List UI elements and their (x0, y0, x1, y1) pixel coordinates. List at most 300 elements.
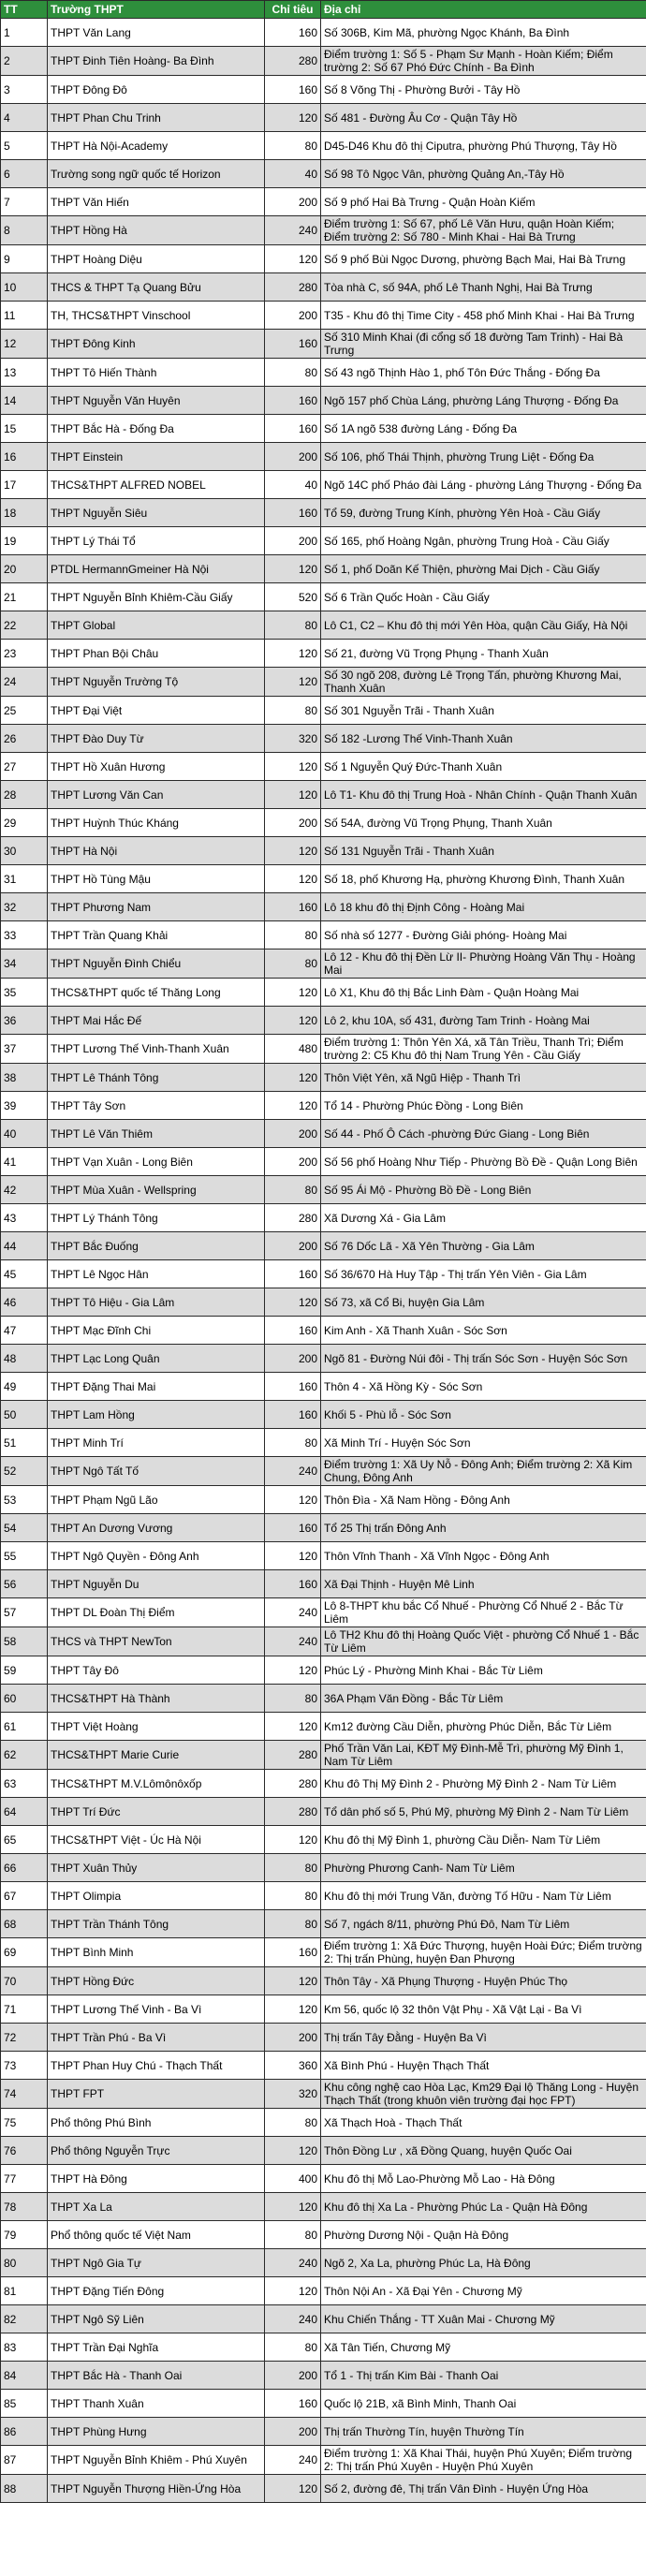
school-name: THPT Lương Văn Can (48, 781, 265, 809)
quota-value: 200 (265, 188, 321, 216)
table-row (1, 1685, 646, 1713)
school-name: THPT Trần Đại Nghĩa (48, 2333, 265, 2362)
header-tt: TT (1, 1, 48, 19)
school-name: THPT Lê Ngọc Hân (48, 1260, 265, 1288)
row-number: 13 (1, 359, 48, 387)
table-row (1, 2475, 646, 2503)
quota-value: 160 (265, 76, 321, 104)
quota-value: 80 (265, 359, 321, 387)
quota-value: 160 (265, 893, 321, 921)
row-number: 33 (1, 921, 48, 949)
school-address: Điểm trường 1: Số 67, phố Lê Văn Hưu, quận Hoàn Kiếm; Điểm trường 2: Số 780 - Minh Khai - Hai Bà Trưng (321, 216, 646, 245)
quota-value: 80 (265, 1910, 321, 1938)
table-row (1, 979, 646, 1007)
table-row (1, 809, 646, 837)
school-name: THPT Đặng Thai Mai (48, 1373, 265, 1401)
row-number: 44 (1, 1232, 48, 1260)
school-address: Ngõ 157 phố Chùa Láng, phường Láng Thượng - Đống Đa (321, 387, 646, 415)
school-address: Số 8 Võng Thị - Phường Bưởi - Tây Hồ (321, 76, 646, 104)
table-row (1, 1514, 646, 1542)
school-name: THPT Ngô Quyền - Đông Anh (48, 1542, 265, 1570)
school-name: THPT Đặng Tiến Đông (48, 2277, 265, 2305)
school-address: Phường Phương Canh- Nam Từ Liêm (321, 1854, 646, 1882)
table-row (1, 302, 646, 330)
quota-value: 120 (265, 1092, 321, 1120)
quota-value: 240 (265, 1627, 321, 1656)
school-address: Số 73, xã Cổ Bi, huyện Gia Lâm (321, 1288, 646, 1317)
table-row (1, 2165, 646, 2193)
school-address: Điểm trường 1: Số 5 - Phạm Sư Mạnh - Hoàn Kiếm; Điểm trường 2: Số 67 Phó Đức Chính - Ba Đình (321, 47, 646, 76)
table-row (1, 1770, 646, 1798)
school-name: Phổ thông Phú Bình (48, 2109, 265, 2137)
school-address: Khối 5 - Phù lỗ - Sóc Sơn (321, 1401, 646, 1429)
school-address: Thôn Việt Yên, xã Ngũ Hiệp - Thanh Trì (321, 1064, 646, 1092)
school-name: THPT Hà Nội-Academy (48, 132, 265, 160)
row-number: 3 (1, 76, 48, 104)
quota-value: 200 (265, 2024, 321, 2052)
quota-value: 320 (265, 725, 321, 753)
row-number: 5 (1, 132, 48, 160)
school-name: THPT Ngô Sỹ Liên (48, 2305, 265, 2333)
quota-value: 80 (265, 132, 321, 160)
school-name: TH, THCS&THPT Vinschool (48, 302, 265, 330)
table-body (1, 19, 646, 2503)
school-address: Số 30 ngõ 208, đường Lê Trọng Tấn, phường Khương Mai, Thanh Xuân (321, 668, 646, 697)
row-number: 87 (1, 2446, 48, 2475)
row-number: 18 (1, 499, 48, 527)
table-row (1, 2390, 646, 2418)
table-row (1, 471, 646, 499)
table-row (1, 2333, 646, 2362)
table-row (1, 1713, 646, 1741)
row-number: 88 (1, 2475, 48, 2503)
quota-value: 200 (265, 1120, 321, 1148)
table-row (1, 1373, 646, 1401)
table-row (1, 1204, 646, 1232)
quota-value: 120 (265, 1656, 321, 1685)
quota-value: 280 (265, 273, 321, 302)
school-address: Số 182 -Lương Thế Vinh-Thanh Xuân (321, 725, 646, 753)
quota-value: 160 (265, 1938, 321, 1967)
row-number: 75 (1, 2109, 48, 2137)
school-address: Điểm trường 1: Thôn Yên Xá, xã Tân Triều, Thanh Trì; Điểm trường 2: C5 Khu đô thị Nam Trung Yên - Cầu Giấy (321, 1035, 646, 1064)
table-row (1, 753, 646, 781)
table-row (1, 19, 646, 47)
row-number: 83 (1, 2333, 48, 2362)
row-number: 70 (1, 1967, 48, 1995)
school-name: THPT Tô Hiệu - Gia Lâm (48, 1288, 265, 1317)
header-school-name: Trường THPT (48, 1, 265, 19)
quota-value: 200 (265, 1345, 321, 1373)
school-address: Khu đô thị Mỗ Lao-Phường Mỗ Lao - Hà Đông (321, 2165, 646, 2193)
quota-value: 280 (265, 1770, 321, 1798)
row-number: 81 (1, 2277, 48, 2305)
table-row (1, 443, 646, 471)
school-name: THCS&THPT Marie Curie (48, 1741, 265, 1770)
school-name: THCS&THPT quốc tế Thăng Long (48, 979, 265, 1007)
school-address: Thôn Tây - Xã Phụng Thượng - Huyện Phúc Thọ (321, 1967, 646, 1995)
quota-value: 200 (265, 1232, 321, 1260)
school-name: THPT Vạn Xuân - Long Biên (48, 1148, 265, 1176)
row-number: 47 (1, 1317, 48, 1345)
school-name: THPT Nguyễn Trường Tộ (48, 668, 265, 697)
quota-value: 280 (265, 1798, 321, 1826)
school-name: THPT FPT (48, 2080, 265, 2109)
school-address: Số 95 Ái Mộ - Phường Bồ Đề - Long Biên (321, 1176, 646, 1204)
quota-value: 160 (265, 1260, 321, 1288)
row-number: 20 (1, 555, 48, 583)
school-name: THCS&THPT ALFRED NOBEL (48, 471, 265, 499)
table-row (1, 1092, 646, 1120)
school-name: THPT Bình Minh (48, 1938, 265, 1967)
school-address: Số 306B, Kim Mã, phường Ngọc Khánh, Ba Đình (321, 19, 646, 47)
quota-value: 80 (265, 949, 321, 979)
row-number: 51 (1, 1429, 48, 1457)
school-name: THPT Đông Kinh (48, 330, 265, 359)
quota-value: 160 (265, 330, 321, 359)
row-number: 82 (1, 2305, 48, 2333)
school-address: Số 106, phố Thái Thịnh, phường Trung Liệt - Đống Đa (321, 443, 646, 471)
table-row (1, 668, 646, 697)
header-row (1, 1, 646, 19)
school-name: THPT Phương Nam (48, 893, 265, 921)
school-address: Thôn Đồng Lư , xã Đồng Quang, huyện Quốc Oai (321, 2137, 646, 2165)
table-row (1, 583, 646, 611)
table-row (1, 1120, 646, 1148)
row-number: 17 (1, 471, 48, 499)
table-row (1, 725, 646, 753)
school-address: Số 310 Minh Khai (đi cổng số 18 đường Tam Trinh) - Hai Bà Trưng (321, 330, 646, 359)
quota-value: 120 (265, 781, 321, 809)
quota-value: 120 (265, 245, 321, 273)
table-row (1, 1035, 646, 1064)
school-name: THPT Lương Thế Vinh - Ba Vì (48, 1995, 265, 2024)
quota-value: 120 (265, 640, 321, 668)
school-address: Xã Bình Phú - Huyện Thạch Thất (321, 2052, 646, 2080)
row-number: 45 (1, 1260, 48, 1288)
school-address: T35 - Khu đô thị Time City - 458 phố Minh Khai - Hai Bà Trưng (321, 302, 646, 330)
row-number: 58 (1, 1627, 48, 1656)
school-address: Số 76 Dốc Lã - Xã Yên Thường - Gia Lâm (321, 1232, 646, 1260)
quota-value: 200 (265, 809, 321, 837)
row-number: 7 (1, 188, 48, 216)
quota-value: 80 (265, 697, 321, 725)
school-address: Phường Dương Nội - Quận Hà Đông (321, 2221, 646, 2249)
quota-value: 80 (265, 1882, 321, 1910)
table-row (1, 2024, 646, 2052)
school-address: Lô TH2 Khu đô thị Hoàng Quốc Việt - phường Cổ Nhuế 1 - Bắc Từ Liêm (321, 1627, 646, 1656)
row-number: 37 (1, 1035, 48, 1064)
school-name: PTDL HermannGmeiner Hà Nội (48, 555, 265, 583)
table-row (1, 1542, 646, 1570)
table-row (1, 245, 646, 273)
table-row (1, 1910, 646, 1938)
school-name: THPT Lê Văn Thiêm (48, 1120, 265, 1148)
row-number: 19 (1, 527, 48, 555)
quota-value: 280 (265, 1204, 321, 1232)
school-address: Lô X1, Khu đô thị Bắc Linh Đàm - Quận Hoàng Mai (321, 979, 646, 1007)
table-row (1, 160, 646, 188)
row-number: 57 (1, 1598, 48, 1627)
row-number: 40 (1, 1120, 48, 1148)
school-address: Số 301 Nguyễn Trãi - Thanh Xuân (321, 697, 646, 725)
row-number: 86 (1, 2418, 48, 2446)
quota-value: 120 (265, 668, 321, 697)
table-row (1, 1429, 646, 1457)
quota-value: 200 (265, 527, 321, 555)
school-name: THPT Văn Lang (48, 19, 265, 47)
table-row (1, 1826, 646, 1854)
table-row (1, 1995, 646, 2024)
school-address: Xã Tân Tiến, Chương Mỹ (321, 2333, 646, 2362)
school-address: Tổ dân phố số 5, Phú Mỹ, phường Mỹ Đình 2 - Nam Từ Liêm (321, 1798, 646, 1826)
row-number: 72 (1, 2024, 48, 2052)
school-address: Số 43 ngõ Thịnh Hào 1, phố Tôn Đức Thắng - Đống Đa (321, 359, 646, 387)
quota-value: 160 (265, 19, 321, 47)
school-address: Km12 đường Cầu Diễn, phường Phúc Diễn, Bắc Từ Liêm (321, 1713, 646, 1741)
school-name: THPT Lạc Long Quân (48, 1345, 265, 1373)
school-address: Khu đô thị mới Trung Văn, đường Tố Hữu - Nam Từ Liêm (321, 1882, 646, 1910)
row-number: 63 (1, 1770, 48, 1798)
quota-value: 120 (265, 555, 321, 583)
table-row (1, 1598, 646, 1627)
school-name: THCS&THPT M.V.Lômônôxốp (48, 1770, 265, 1798)
quota-value: 200 (265, 2418, 321, 2446)
school-name: THPT Nguyễn Đình Chiểu (48, 949, 265, 979)
table-row (1, 2193, 646, 2221)
quota-value: 80 (265, 2221, 321, 2249)
row-number: 49 (1, 1373, 48, 1401)
table-row (1, 921, 646, 949)
quota-value: 160 (265, 415, 321, 443)
row-number: 84 (1, 2362, 48, 2390)
school-name: THPT Đại Việt (48, 697, 265, 725)
quota-value: 120 (265, 1826, 321, 1854)
table-row (1, 499, 646, 527)
school-name: THPT Hồng Hà (48, 216, 265, 245)
school-name: THPT An Dương Vương (48, 1514, 265, 1542)
school-name: THPT Nguyễn Thượng Hiền-Ứng Hòa (48, 2475, 265, 2503)
school-address: Tổ 59, đường Trung Kính, phường Yên Hoà - Cầu Giấy (321, 499, 646, 527)
school-address: Xã Đại Thịnh - Huyện Mê Linh (321, 1570, 646, 1598)
school-name: THPT Bắc Hà - Thanh Oai (48, 2362, 265, 2390)
row-number: 50 (1, 1401, 48, 1429)
school-address: Ngõ 2, Xa La, phường Phúc La, Hà Đông (321, 2249, 646, 2277)
quota-value: 160 (265, 1401, 321, 1429)
quota-value: 240 (265, 1457, 321, 1486)
table-row (1, 1486, 646, 1514)
school-name: THPT Lê Thánh Tông (48, 1064, 265, 1092)
school-name: THPT Lý Thánh Tông (48, 1204, 265, 1232)
school-name: THPT Nguyễn Bỉnh Khiêm-Cầu Giấy (48, 583, 265, 611)
school-address: Thôn 4 - Xã Hồng Kỳ - Sóc Sơn (321, 1373, 646, 1401)
school-name: THPT Lương Thế Vinh-Thanh Xuân (48, 1035, 265, 1064)
quota-value: 80 (265, 921, 321, 949)
row-number: 34 (1, 949, 48, 979)
row-number: 85 (1, 2390, 48, 2418)
table-row (1, 1457, 646, 1486)
school-name: THPT Phan Bội Châu (48, 640, 265, 668)
school-name: THPT Nguyễn Văn Huyên (48, 387, 265, 415)
quota-value: 120 (265, 1007, 321, 1035)
quota-value: 120 (265, 753, 321, 781)
school-name: THPT Trần Phú - Ba Vì (48, 2024, 265, 2052)
table-row (1, 1148, 646, 1176)
row-number: 77 (1, 2165, 48, 2193)
row-number: 4 (1, 104, 48, 132)
table-row (1, 893, 646, 921)
school-name: THPT Phùng Hưng (48, 2418, 265, 2446)
school-address: Số 54A, đường Vũ Trọng Phụng, Thanh Xuân (321, 809, 646, 837)
row-number: 29 (1, 809, 48, 837)
school-address: 36A Phạm Văn Đồng - Bắc Từ Liêm (321, 1685, 646, 1713)
table-row (1, 132, 646, 160)
school-name: THPT Global (48, 611, 265, 640)
school-address: Số nhà số 1277 - Đường Giải phóng- Hoàng Mai (321, 921, 646, 949)
quota-value: 280 (265, 1741, 321, 1770)
quota-value: 240 (265, 216, 321, 245)
table-row (1, 2277, 646, 2305)
school-name: THPT Xa La (48, 2193, 265, 2221)
table-row (1, 1007, 646, 1035)
school-name: THPT Einstein (48, 443, 265, 471)
quota-value: 240 (265, 2446, 321, 2475)
school-address: Xã Dương Xá - Gia Lâm (321, 1204, 646, 1232)
table-row (1, 1967, 646, 1995)
school-address: Số 44 - Phố Ô Cách -phường Đức Giang - Long Biên (321, 1120, 646, 1148)
quota-value: 120 (265, 1542, 321, 1570)
school-address: Thôn Vĩnh Thanh - Xã Vĩnh Ngọc - Đông Anh (321, 1542, 646, 1570)
school-address: Quốc lộ 21B, xã Bình Minh, Thanh Oai (321, 2390, 646, 2418)
table-row (1, 104, 646, 132)
table-row (1, 2305, 646, 2333)
quota-value: 160 (265, 1514, 321, 1542)
row-number: 12 (1, 330, 48, 359)
quota-value: 120 (265, 1486, 321, 1514)
table-row (1, 188, 646, 216)
table-row (1, 697, 646, 725)
school-name: THCS&THPT Hà Thành (48, 1685, 265, 1713)
quota-value: 400 (265, 2165, 321, 2193)
table-row (1, 2249, 646, 2277)
school-address: Số 36/670 Hà Huy Tập - Thị trấn Yên Viên - Gia Lâm (321, 1260, 646, 1288)
row-number: 69 (1, 1938, 48, 1967)
table-row (1, 1401, 646, 1429)
school-name: Phổ thông quốc tế Việt Nam (48, 2221, 265, 2249)
table-row (1, 611, 646, 640)
quota-value: 360 (265, 2052, 321, 2080)
quota-value: 120 (265, 1995, 321, 2024)
school-address: Số 21, đường Vũ Trọng Phụng - Thanh Xuân (321, 640, 646, 668)
school-name: THPT Huỳnh Thúc Kháng (48, 809, 265, 837)
school-address: Ngõ 81 - Đường Núi đôi - Thị trấn Sóc Sơn - Huyện Sóc Sơn (321, 1345, 646, 1373)
table-row (1, 359, 646, 387)
row-number: 62 (1, 1741, 48, 1770)
row-number: 76 (1, 2137, 48, 2165)
school-address: Xã Minh Trí - Huyện Sóc Sơn (321, 1429, 646, 1457)
row-number: 38 (1, 1064, 48, 1092)
table-row (1, 555, 646, 583)
table-row (1, 1798, 646, 1826)
quota-value: 120 (265, 104, 321, 132)
school-name: THPT Xuân Thủy (48, 1854, 265, 1882)
table-row (1, 2418, 646, 2446)
quota-value: 240 (265, 2249, 321, 2277)
table-row (1, 2221, 646, 2249)
school-name: THPT Ngô Gia Tự (48, 2249, 265, 2277)
table-row (1, 1570, 646, 1598)
school-name: THPT Việt Hoàng (48, 1713, 265, 1741)
row-number: 15 (1, 415, 48, 443)
quota-value: 120 (265, 1967, 321, 1995)
school-address: Số 1 Nguyễn Quý Đức-Thanh Xuân (321, 753, 646, 781)
school-name: THPT DL Đoàn Thị Điểm (48, 1598, 265, 1627)
table-row (1, 415, 646, 443)
school-name: THPT Mai Hắc Đế (48, 1007, 265, 1035)
school-name: THPT Lam Hồng (48, 1401, 265, 1429)
school-address: Số 56 phố Hoàng Như Tiếp - Phường Bồ Đề - Quận Long Biên (321, 1148, 646, 1176)
school-address: Điểm trường 1: Xã Uy Nỗ - Đông Anh; Điểm trường 2: Xã Kim Chung, Đông Anh (321, 1457, 646, 1486)
row-number: 66 (1, 1854, 48, 1882)
table-row (1, 1176, 646, 1204)
row-number: 8 (1, 216, 48, 245)
table-row (1, 2109, 646, 2137)
row-number: 68 (1, 1910, 48, 1938)
school-address: Thôn Nội An - Xã Đại Yên - Chương Mỹ (321, 2277, 646, 2305)
table-row (1, 2446, 646, 2475)
quota-value: 80 (265, 1176, 321, 1204)
school-name: THPT Mùa Xuân - Wellspring (48, 1176, 265, 1204)
school-name: THPT Mạc Đĩnh Chi (48, 1317, 265, 1345)
table-row (1, 1064, 646, 1092)
row-number: 23 (1, 640, 48, 668)
school-address: Số 9 phố Hai Bà Trưng - Quận Hoàn Kiếm (321, 188, 646, 216)
school-address: Thị trấn Thường Tín, huyện Thường Tín (321, 2418, 646, 2446)
row-number: 10 (1, 273, 48, 302)
school-name: THPT Bắc Hà - Đống Đa (48, 415, 265, 443)
school-name: THPT Trần Thánh Tông (48, 1910, 265, 1938)
quota-value: 80 (265, 611, 321, 640)
row-number: 59 (1, 1656, 48, 1685)
school-address: Số 2, đường đê, Thị trấn Vân Đình - Huyện Ứng Hòa (321, 2475, 646, 2503)
school-address: Số 98 Tô Ngọc Vân, phường Quảng An,-Tây Hồ (321, 160, 646, 188)
school-name: THPT Phạm Ngũ Lão (48, 1486, 265, 1514)
row-number: 41 (1, 1148, 48, 1176)
school-address: Km 56, quốc lộ 32 thôn Vật Phụ - Xã Vật Lại - Ba Vì (321, 1995, 646, 2024)
school-name: THPT Hà Đông (48, 2165, 265, 2193)
row-number: 26 (1, 725, 48, 753)
school-address: Lô 18 khu đô thị Định Công - Hoàng Mai (321, 893, 646, 921)
row-number: 35 (1, 979, 48, 1007)
quota-value: 120 (265, 1288, 321, 1317)
quota-value: 160 (265, 387, 321, 415)
row-number: 6 (1, 160, 48, 188)
school-name: THPT Đinh Tiên Hoàng- Ba Đình (48, 47, 265, 76)
row-number: 56 (1, 1570, 48, 1598)
table-row (1, 273, 646, 302)
quota-value: 160 (265, 1317, 321, 1345)
table-row (1, 1232, 646, 1260)
table-row (1, 527, 646, 555)
school-address: Lô 12 - Khu đô thị Đền Lừ II- Phường Hoàng Văn Thụ - Hoàng Mai (321, 949, 646, 979)
school-address: Lô 8-THPT khu bắc Cổ Nhuế - Phường Cổ Nhuế 2 - Bắc Từ Liêm (321, 1598, 646, 1627)
school-address: Tổ 1 - Thị trấn Kim Bài - Thanh Oai (321, 2362, 646, 2390)
row-number: 52 (1, 1457, 48, 1486)
school-name: THPT Hoàng Diệu (48, 245, 265, 273)
quota-value: 120 (265, 837, 321, 865)
school-name: THPT Nguyễn Siêu (48, 499, 265, 527)
school-address: Khu đô thị Mỹ Đình 1, phường Cầu Diễn- Nam Từ Liêm (321, 1826, 646, 1854)
